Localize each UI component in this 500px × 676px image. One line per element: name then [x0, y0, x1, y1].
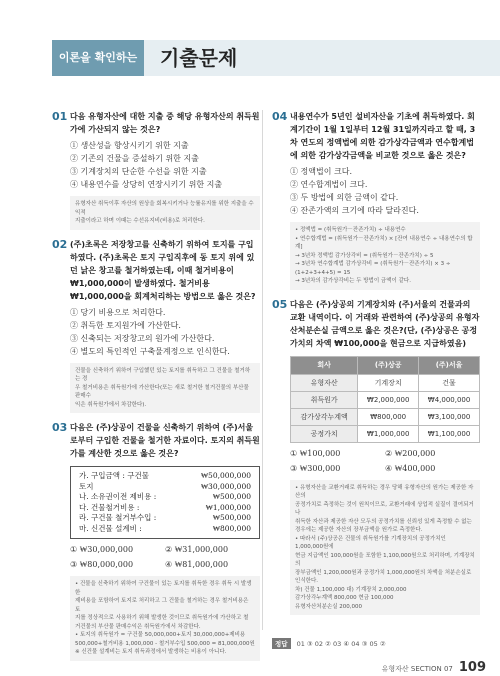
question-03 [52, 421, 260, 661]
note-line: 차) 건물 1,100,000 대) 기계장치 2,000,000 [295, 586, 407, 593]
note-line: 현금 지급액인 100,000원을 포함한 1,100,000원으로 처리하며, 기계장치의 [295, 552, 475, 567]
explanation-note [70, 576, 260, 661]
table-header: (주)상공 [358, 356, 419, 374]
note-line: 감가상각누계액 800,000 현금 100,000 [295, 595, 394, 601]
option-3[interactable]: ③ 기계장치의 단순한 수선을 위한 지출 [70, 167, 207, 176]
note-line: • 건물을 신축하기 위하여 구건물이 있는 토지를 취득한 경우 취득 시 발생한 [75, 581, 252, 596]
table-cell: 건물 [419, 374, 480, 391]
option-2[interactable]: ② 취득한 토지원가에 가산한다. [70, 320, 181, 330]
option-1[interactable]: ① 당기 비용으로 처리한다. [70, 307, 166, 317]
note-line: 유형자산처분손실 200,000 [295, 603, 362, 610]
note-line: 공정가치로 측정하는 것이 원칙이므로, 교환거래에 상업적 실질이 결여되거나 [295, 501, 474, 516]
note-line: 500,000+철거비용 1,000,000 - 철거부수입 500,000 = 81,000,000원 [75, 640, 255, 647]
option-4[interactable]: ④ ₩400,000 [385, 463, 436, 473]
question-number: 03 [52, 421, 68, 434]
question-text: 내용연수가 5년인 설비자산을 기초에 취득하였다. 회계기간이 1월 1일부터 12월 31일까지라고 할 때, 3차 연도의 정액법에 의한 감가상각금액과 연수합계법에 의한 감가상각금액을 비교한 것으로 옳은 것은? [290, 112, 476, 160]
answer-tag: 정답 [272, 638, 291, 649]
answer-list: 01 ③ 02 ② 03 ④ 04 ③ 05 ② [296, 639, 386, 648]
question-number: 02 [52, 237, 68, 251]
question-text: 다음 유형자산에 대한 지출 중 해당 유형자산의 취득원가에 가산되지 않는 것은? [70, 112, 260, 134]
header-tag: 이론을 확인하는 [52, 40, 144, 76]
table-cell: 기계장치 [358, 374, 419, 391]
table-row [291, 374, 480, 391]
left-column [52, 110, 260, 669]
page-header [0, 0, 500, 86]
option-4[interactable]: ④ ₩81,000,000 [165, 560, 229, 569]
question-number: 05 [272, 297, 288, 311]
option-3[interactable]: ③ 신축되는 저장창고의 원가에 가산한다. [70, 333, 215, 343]
note-line: 경우에는 제공한 자산의 장부금액을 원가로 측정한다. [295, 527, 423, 533]
note-line: 제비용을 포함하여 토지로 처리하고 그 건물을 철거하는 경우 철거비용은 토 [75, 598, 249, 613]
note-line: 장부금액인 1,200,000원과 공정가치 1,000,000원의 차액을 처분손실로 인식한다. [295, 569, 472, 584]
table-row [291, 391, 480, 408]
table-cell: 취득원가 [291, 391, 358, 408]
note-line: • 토지의 취득원가 = 구건물 50,000,000+토지 30,000,000+제비용 [75, 632, 246, 638]
note-line: → 3년차 정액법 감가상각비 = (취득원가－잔존가치) ÷ 5 [295, 252, 434, 259]
explanation-note [290, 480, 480, 616]
box-row: 나. 소유권이전 제비용 : ₩500,000 [79, 492, 251, 501]
option-4[interactable]: ④ 내용연수를 상당히 연장시키기 위한 지출 [70, 180, 223, 189]
note-line: • 정액법 = (취득원가－잔존가치) ÷ 내용연수 [295, 227, 406, 233]
question-text: (주)초록은 저장창고를 신축하기 위하여 토지를 구입하였다. (주)초록은 토지 구입직후에 동 토지 위에 있던 낡은 창고를 철거하였는데, 이때 철거비용이 ₩1,000,000이 발생하였다. 철거비용 ₩1,000,000을 회계처리하는 방법으로 옳은 것은? [70, 239, 256, 301]
option-1[interactable]: ① 생산성을 향상시키기 위한 지출 [70, 141, 189, 150]
explanation-note [70, 363, 260, 414]
note-line: 지출이라고 하며 이때는 수선유지비(비용)로 처리한다. [75, 218, 205, 224]
note-line: → 3년차의 감가상각비는 두 방법이 금액이 같다. [295, 278, 411, 284]
box-row: 가. 구입금액 : 구건물 ₩50,000,000 [79, 471, 251, 480]
note-line: 우 철거비용은 취득원가에 가산한다(또는 새로 철거한 철거건물의 부산물 판매수 [75, 384, 249, 399]
option-2[interactable]: ② 연수합계법이 크다. [290, 180, 368, 189]
option-4[interactable]: ④ 잔존가액의 크기에 따라 달라진다. [290, 206, 419, 215]
question-01 [52, 110, 260, 230]
table-cell: ₩2,000,000 [358, 391, 419, 408]
page-title: 기출문제 [160, 46, 238, 70]
table-header-row [291, 356, 480, 374]
question-02 [52, 238, 260, 414]
question-number: 01 [52, 110, 68, 123]
box-row: 라. 구건물 철거부수입 : ₩500,000 [79, 513, 251, 522]
option-1[interactable]: ① ₩30,000,000 [70, 545, 134, 554]
note-line: • 연수합계법 = (취득원가－잔존가치) × [잔여 내용연수 ÷ 내용연수의 합계] [295, 235, 473, 250]
data-box [70, 466, 260, 539]
table-cell: ₩3,100,000 [419, 408, 480, 425]
right-column [272, 110, 480, 623]
option-4[interactable]: ④ 별도의 특인적인 구축물계정으로 인식한다. [70, 346, 230, 356]
question-04 [272, 110, 480, 290]
table-cell: 공정가치 [291, 425, 358, 442]
option-1[interactable]: ① ₩100,000 [290, 448, 341, 458]
option-2[interactable]: ② ₩200,000 [385, 448, 436, 458]
question-text: 다음은 (주)상공의 기계장치와 (주)서울의 건물과의 교환 내역이다. 이 거래와 관련하여 (주)상공의 유형자산처분손실 금액으로 옳은 것은?(단, (주)상공은 공정가치의 차액 ₩100,000을 현금으로 지급하였음) [290, 299, 480, 348]
table-cell: 감가상각누계액 [291, 408, 358, 425]
table-cell: ₩1,000,000 [358, 425, 419, 442]
option-2[interactable]: ② 기존의 건물을 증설하기 위한 지출 [70, 154, 199, 163]
table-cell: 유형자산 [291, 374, 358, 391]
table-header: (주)서울 [419, 356, 480, 374]
section-label: 유형자산 SECTION 07 [381, 665, 453, 673]
page-number: 109 [458, 660, 486, 675]
table-row [291, 408, 480, 425]
explanation-note [70, 196, 260, 230]
box-row: 토지 ₩30,000,000 [79, 481, 251, 491]
option-3[interactable]: ③ 두 방법에 의한 금액이 같다. [290, 193, 399, 202]
note-line: 지를 정상적으로 사용하기 위해 발생한 것이므로 취득원가에 가산하고 철 [75, 615, 249, 621]
note-line: 취득한 자산과 제공한 자산 모두의 공정가치를 신뢰성 있게 측정할 수 없는 [295, 518, 472, 525]
note-line: • 따라서 (주)상공은 건물의 취득원가를 기계장치의 공정가치인 1,000,000원에 [295, 535, 446, 550]
box-row: 마. 신건물 설계비 : ₩800,000 [79, 523, 251, 533]
question-05 [272, 298, 480, 616]
box-row: 다. 건물철거비용 : ₩1,000,000 [79, 502, 251, 512]
table-row [291, 425, 480, 442]
note-line: 익은 취득원가에서 차감한다). [75, 401, 147, 408]
table-cell: ₩800,000 [358, 408, 419, 425]
answer-key [272, 638, 386, 649]
explanation-note [290, 222, 480, 290]
table-cell: ₩1,100,000 [419, 425, 480, 442]
option-3[interactable]: ③ ₩300,000 [290, 463, 341, 473]
exchange-table [290, 356, 480, 443]
option-1[interactable]: ① 정액법이 크다. [290, 167, 352, 176]
note-line: • 유형자산을 교환거래로 취득하는 경우 당해 유형자산의 원가는 제공한 자산의 [295, 484, 474, 499]
note-line: 건물을 신축하기 위하여 구입했던 있는 토지를 취득하고 그 건물을 철거하는 경 [75, 367, 251, 382]
note-line: → 3년차 연수합계법 감가상각비 = (취득원가－잔존가치) × 3 ÷ (1+2+3+4+5) = 15 [295, 261, 451, 276]
note-line: 유형자산 취득이후 자산의 원상을 회복시키거나 능률유지를 위한 지출을 수익적 [75, 201, 254, 216]
table-cell: ₩4,000,000 [419, 391, 480, 408]
note-line: ※ 신건물 설계비는 토지 취득과정에서 발생하는 비용이 아니다. [75, 649, 227, 655]
question-number: 04 [272, 110, 288, 123]
option-2[interactable]: ② ₩31,000,000 [165, 545, 229, 554]
page-footer [382, 660, 486, 675]
note-line: 거건물의 부산물 판매수익은 취득원가에서 차감한다. [75, 623, 201, 630]
question-text: 다음은 (주)상공이 건물을 신축하기 위하여 (주)서울로부터 구입한 건물을 철거한 자료이다. 토지의 취득원가를 계산한 것으로 옳은 것은? [70, 423, 260, 458]
option-3[interactable]: ③ ₩80,000,000 [70, 560, 134, 569]
column-divider [262, 110, 263, 630]
table-header: 회사 [291, 356, 358, 374]
